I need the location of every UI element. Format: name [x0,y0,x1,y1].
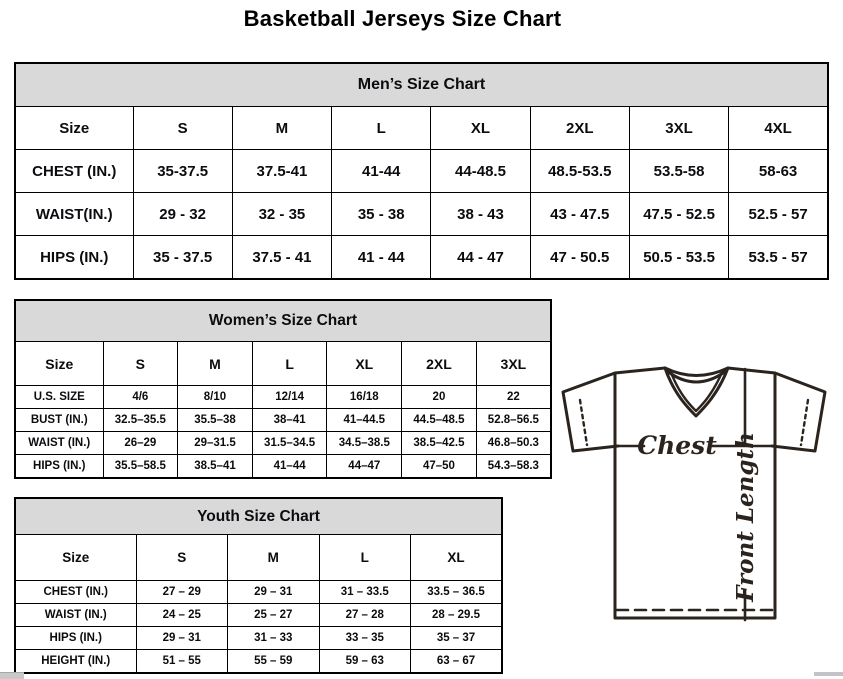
womens-cell: 34.5–38.5 [327,432,402,455]
mens-size-chart-table [14,62,829,280]
womens-size-col-M: M [178,342,253,386]
womens-size-col-2XL: 2XL [402,342,477,386]
youth-size-chart-table [14,497,503,674]
mens-cell: 35 - 38 [332,193,431,236]
womens-row-label: BUST (IN.) [15,409,103,432]
mens-cell: 32 - 35 [232,193,331,236]
youth-size-col-XL: XL [411,535,503,581]
mens-size-col-M: M [232,107,331,150]
jersey-left-cuff-dashes [580,400,587,445]
mens-row-2 [15,236,828,280]
womens-cell: 35.5–38 [178,409,253,432]
mens-row-label: HIPS (IN.) [15,236,133,280]
womens-cell: 52.8–56.5 [476,409,551,432]
womens-cell: 26–29 [103,432,178,455]
mens-size-col-XL: XL [431,107,530,150]
mens-cell: 41-44 [332,150,431,193]
womens-cell: 22 [476,386,551,409]
youth-table [14,497,503,674]
youth-cell: 27 – 28 [319,604,411,627]
horizontal-scrollbar-fragment-right[interactable] [814,672,843,676]
mens-cell: 44 - 47 [431,236,530,280]
mens-cell: 53.5 - 57 [729,236,828,280]
mens-cell: 37.5 - 41 [232,236,331,280]
jersey-right-sleeve [772,373,825,451]
jersey-right-cuff-dashes [801,400,808,445]
womens-cell: 47–50 [402,455,477,479]
jersey-measurement-diagram [560,356,842,628]
mens-cell: 47.5 - 52.5 [629,193,728,236]
mens-row-1 [15,193,828,236]
womens-size-header: Size [15,342,103,386]
womens-cell: 12/14 [252,386,327,409]
mens-cell: 48.5-53.5 [530,150,629,193]
mens-row-label: CHEST (IN.) [15,150,133,193]
mens-size-col-4XL: 4XL [729,107,828,150]
womens-table [14,299,552,479]
youth-row-label: CHEST (IN.) [15,581,136,604]
mens-row-0 [15,150,828,193]
womens-row-label: U.S. SIZE [15,386,103,409]
youth-size-header: Size [15,535,136,581]
womens-cell: 46.8–50.3 [476,432,551,455]
youth-cell: 63 – 67 [411,650,503,674]
youth-size-col-M: M [228,535,320,581]
youth-row-3 [15,650,502,674]
womens-cell: 41–44.5 [327,409,402,432]
mens-cell: 35 - 37.5 [133,236,232,280]
womens-cell: 54.3–58.3 [476,455,551,479]
youth-cell: 24 – 25 [136,604,228,627]
womens-cell: 8/10 [178,386,253,409]
youth-row-2 [15,627,502,650]
youth-row-0 [15,581,502,604]
mens-cell: 44-48.5 [431,150,530,193]
mens-size-col-3XL: 3XL [629,107,728,150]
mens-size-col-L: L [332,107,431,150]
jersey-left-sleeve [563,373,618,451]
womens-cell: 4/6 [103,386,178,409]
page-title: Basketball Jerseys Size Chart [243,6,562,31]
youth-cell: 59 – 63 [319,650,411,674]
womens-row-label: WAIST (IN.) [15,432,103,455]
mens-cell: 43 - 47.5 [530,193,629,236]
youth-row-label: HIPS (IN.) [15,627,136,650]
womens-cell: 38–41 [252,409,327,432]
mens-cell: 52.5 - 57 [729,193,828,236]
womens-cell: 38.5–42.5 [402,432,477,455]
youth-cell: 31 – 33 [228,627,320,650]
youth-cell: 33.5 – 36.5 [411,581,503,604]
youth-cell: 27 – 29 [136,581,228,604]
womens-row-2 [15,432,551,455]
chest-label: Chest [637,431,717,460]
mens-size-col-S: S [133,107,232,150]
mens-cell: 38 - 43 [431,193,530,236]
womens-cell: 35.5–58.5 [103,455,178,479]
youth-cell: 29 – 31 [228,581,320,604]
mens-cell: 29 - 32 [133,193,232,236]
womens-row-3 [15,455,551,479]
youth-size-col-L: L [319,535,411,581]
youth-cell: 28 – 29.5 [411,604,503,627]
youth-cell: 55 – 59 [228,650,320,674]
womens-size-col-S: S [103,342,178,386]
youth-cell: 51 – 55 [136,650,228,674]
womens-size-chart-table [14,299,552,479]
mens-size-col-2XL: 2XL [530,107,629,150]
youth-row-label: WAIST (IN.) [15,604,136,627]
mens-cell: 47 - 50.5 [530,236,629,280]
womens-row-1 [15,409,551,432]
womens-row-0 [15,386,551,409]
womens-cell: 16/18 [327,386,402,409]
womens-cell: 31.5–34.5 [252,432,327,455]
youth-cell: 31 – 33.5 [319,581,411,604]
mens-cell: 53.5-58 [629,150,728,193]
mens-chart-title: Men’s Size Chart [15,63,828,107]
front-length-label: Front Length [732,432,759,602]
womens-size-col-3XL: 3XL [476,342,551,386]
youth-cell: 35 – 37 [411,627,503,650]
youth-chart-title: Youth Size Chart [15,498,502,535]
womens-size-col-XL: XL [327,342,402,386]
mens-cell: 58-63 [729,150,828,193]
mens-table [14,62,829,280]
womens-cell: 44–47 [327,455,402,479]
womens-cell: 41–44 [252,455,327,479]
womens-cell: 20 [402,386,477,409]
mens-cell: 50.5 - 53.5 [629,236,728,280]
womens-cell: 29–31.5 [178,432,253,455]
mens-row-label: WAIST(IN.) [15,193,133,236]
womens-size-col-L: L [252,342,327,386]
mens-size-header: Size [15,107,133,150]
mens-cell: 41 - 44 [332,236,431,280]
youth-row-label: HEIGHT (IN.) [15,650,136,674]
womens-cell: 32.5–35.5 [103,409,178,432]
mens-cell: 35-37.5 [133,150,232,193]
youth-cell: 25 – 27 [228,604,320,627]
youth-size-col-S: S [136,535,228,581]
youth-cell: 33 – 35 [319,627,411,650]
womens-cell: 44.5–48.5 [402,409,477,432]
mens-cell: 37.5-41 [232,150,331,193]
womens-row-label: HIPS (IN.) [15,455,103,479]
womens-cell: 38.5–41 [178,455,253,479]
youth-row-1 [15,604,502,627]
womens-chart-title: Women’s Size Chart [15,300,551,342]
horizontal-scrollbar-fragment-left[interactable] [0,672,24,679]
youth-cell: 29 – 31 [136,627,228,650]
